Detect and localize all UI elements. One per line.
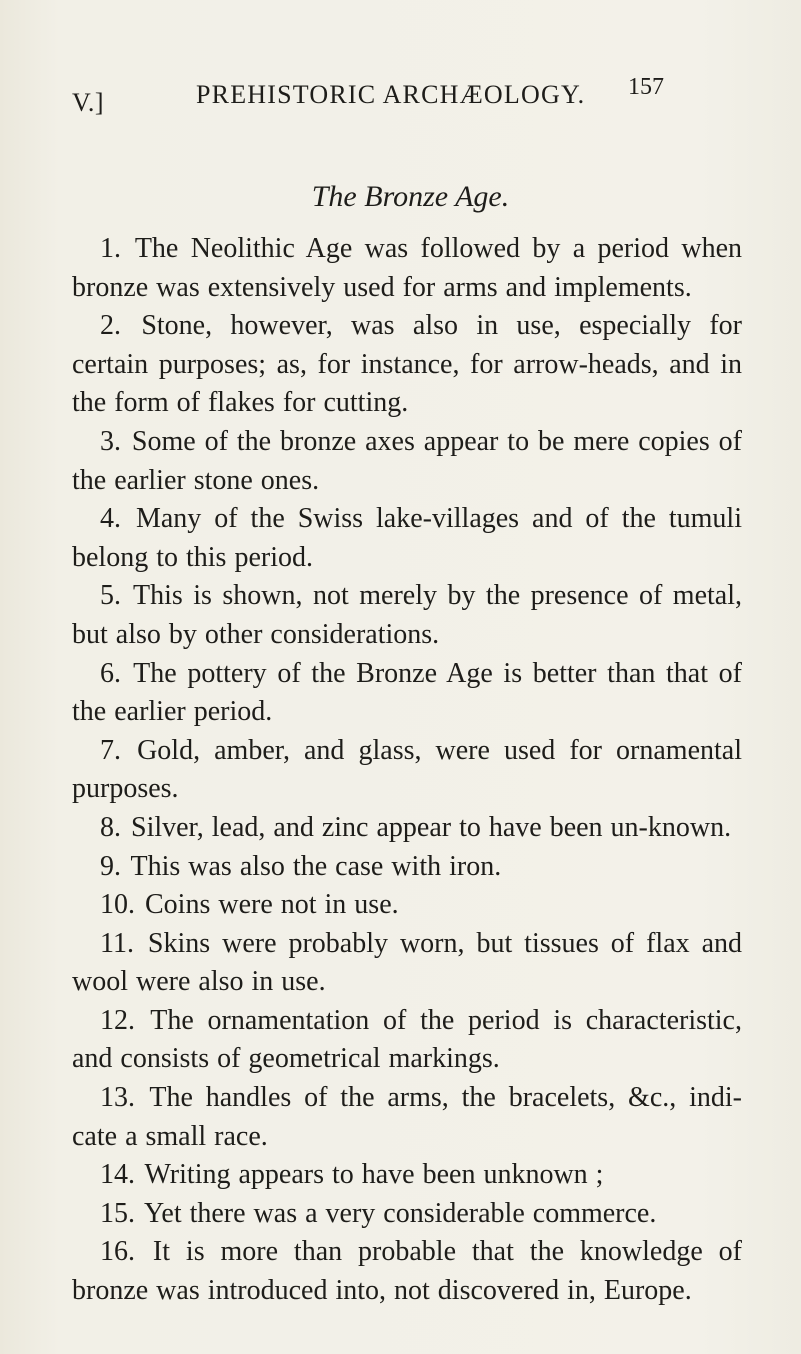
paragraph-5: 5. This is shown, not merely by the presence of metal, but also by other considerations. xyxy=(72,580,743,650)
running-header xyxy=(0,74,801,118)
running-title: PREHISTORIC ARCHÆOLOGY. xyxy=(196,80,586,109)
paragraph-2: 2. Stone, however, was also in use, especially for certain purposes; as, for instance, for arrow-heads, and in the form of flakes for cutting. xyxy=(72,310,743,419)
paragraph-15: 15. Yet there was a very considerable commerce. xyxy=(100,1197,657,1229)
body-text xyxy=(72,230,742,1311)
paragraph-16: 16. It is more than probable that the knowledge of bronze was introduced into, not discovered in, Europe. xyxy=(72,1236,742,1307)
paragraph-12: 12. The ornamentation of the period is characteristic, and consists of geometrical markings. xyxy=(72,1004,742,1075)
paragraph-3: 3. Some of the bronze axes appear to be mere copies of the earlier stone ones. xyxy=(72,425,742,496)
paragraph-4: 4. Many of the Swiss lake-villages and of the tumuli belong to this period. xyxy=(72,503,742,573)
paragraph-9: 9. This was also the case with iron. xyxy=(100,850,502,882)
paragraph-6: 6. The pottery of the Bronze Age is better than that of the earlier period. xyxy=(72,657,742,728)
chapter-number: V.] xyxy=(72,88,105,117)
paragraph-7: 7. Gold, amber, and glass, were used for ornamental purposes. xyxy=(72,734,743,805)
paragraph-13: 13. The handles of the arms, the bracelets, &c., indi-cate a small race. xyxy=(72,1082,743,1152)
page-number: 157 xyxy=(628,74,664,100)
section-title: The Bronze Age. xyxy=(311,180,510,213)
paragraph-10: 10. Coins were not in use. xyxy=(100,889,399,921)
paragraph-11: 11. Skins were probably worn, but tissues of flax and wool were also in use. xyxy=(72,927,742,998)
paragraph-14: 14. Writing appears to have been unknown ; xyxy=(100,1159,604,1191)
paragraph-1: 1. The Neolithic Age was followed by a period when bronze was extensively used for arms and implements. xyxy=(72,233,742,303)
paragraph-8: 8. Silver, lead, and zinc appear to have been un-known. xyxy=(100,811,732,843)
